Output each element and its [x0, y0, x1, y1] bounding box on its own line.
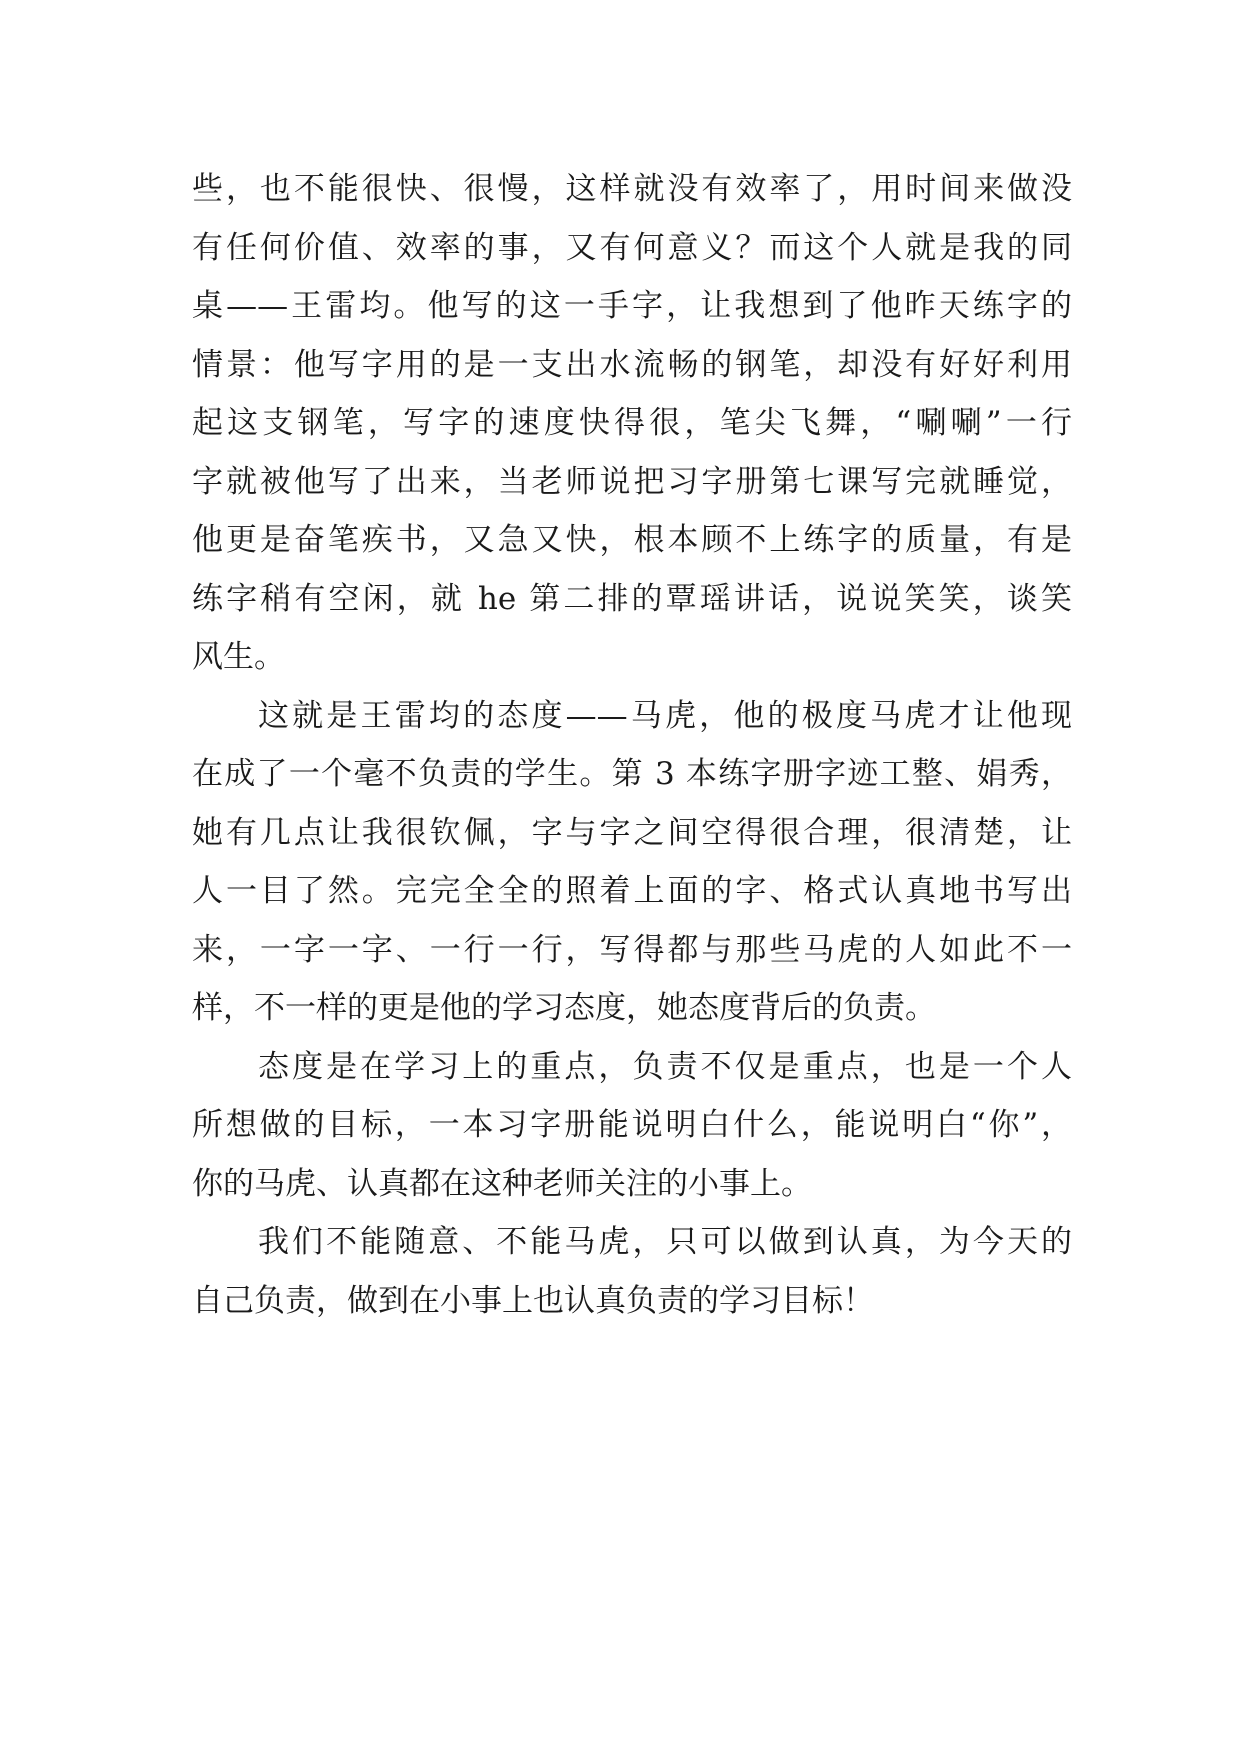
text-line: 风生。	[192, 639, 285, 675]
paragraph-3	[192, 1038, 1072, 1214]
text-line: 来，一字一字、一行一行，写得都与那些马虎的人如此不一	[192, 931, 1072, 968]
text-line: 所想做的目标，一本习字册能说明白什么，能说明白“你”，	[192, 1107, 1072, 1143]
text-line: 我们不能随意、不能马虎，只可以做到认真，为今天的	[258, 1224, 1072, 1260]
paragraph-4	[192, 1213, 1072, 1330]
text-line: 这就是王雷均的态度——马虎，他的极度马虎才让他现	[258, 697, 1072, 734]
text-line: 桌——王雷均。他写的这一手字，让我想到了他昨天练字的	[192, 288, 1072, 324]
text-line: 有任何价值、效率的事，又有何意义？而这个人就是我的同	[192, 229, 1072, 266]
text-line: 态度是在学习上的重点，负责不仅是重点，也是一个人	[258, 1048, 1072, 1085]
text-line: 他更是奋笔疾书，又急又快，根本顾不上练字的质量，有是	[192, 522, 1072, 558]
paragraph-1	[192, 160, 1072, 687]
text-line: 你的马虎、认真都在这种老师关注的小事上。	[192, 1165, 812, 1202]
text-line: 样，不一样的更是他的学习态度，她态度背后的负责。	[192, 990, 936, 1026]
text-line: 练字稍有空闲，就 he 第二排的覃瑶讲话，说说笑笑，谈笑	[192, 580, 1072, 617]
paragraph-2	[192, 687, 1072, 1038]
text-line: 她有几点让我很钦佩，字与字之间空得很合理，很清楚，让	[192, 814, 1072, 851]
text-line: 自己负责，做到在小事上也认真负责的学习目标！	[192, 1282, 874, 1319]
text-line: 人一目了然。完完全全的照着上面的字、格式认真地书写出	[192, 873, 1072, 909]
document-body	[192, 160, 1072, 1330]
text-line: 些，也不能很快、很慢，这样就没有效率了，用时间来做没	[192, 171, 1072, 207]
text-line: 字就被他写了出来，当老师说把习字册第七课写完就睡觉，	[192, 463, 1072, 500]
text-line: 起这支钢笔，写字的速度快得很，笔尖飞舞，“唰唰”一行	[192, 405, 1072, 441]
text-line: 情景：他写字用的是一支出水流畅的钢笔，却没有好好利用	[192, 346, 1072, 383]
text-line: 在成了一个毫不负责的学生。第 3 本练字册字迹工整、娟秀，	[192, 756, 1072, 792]
